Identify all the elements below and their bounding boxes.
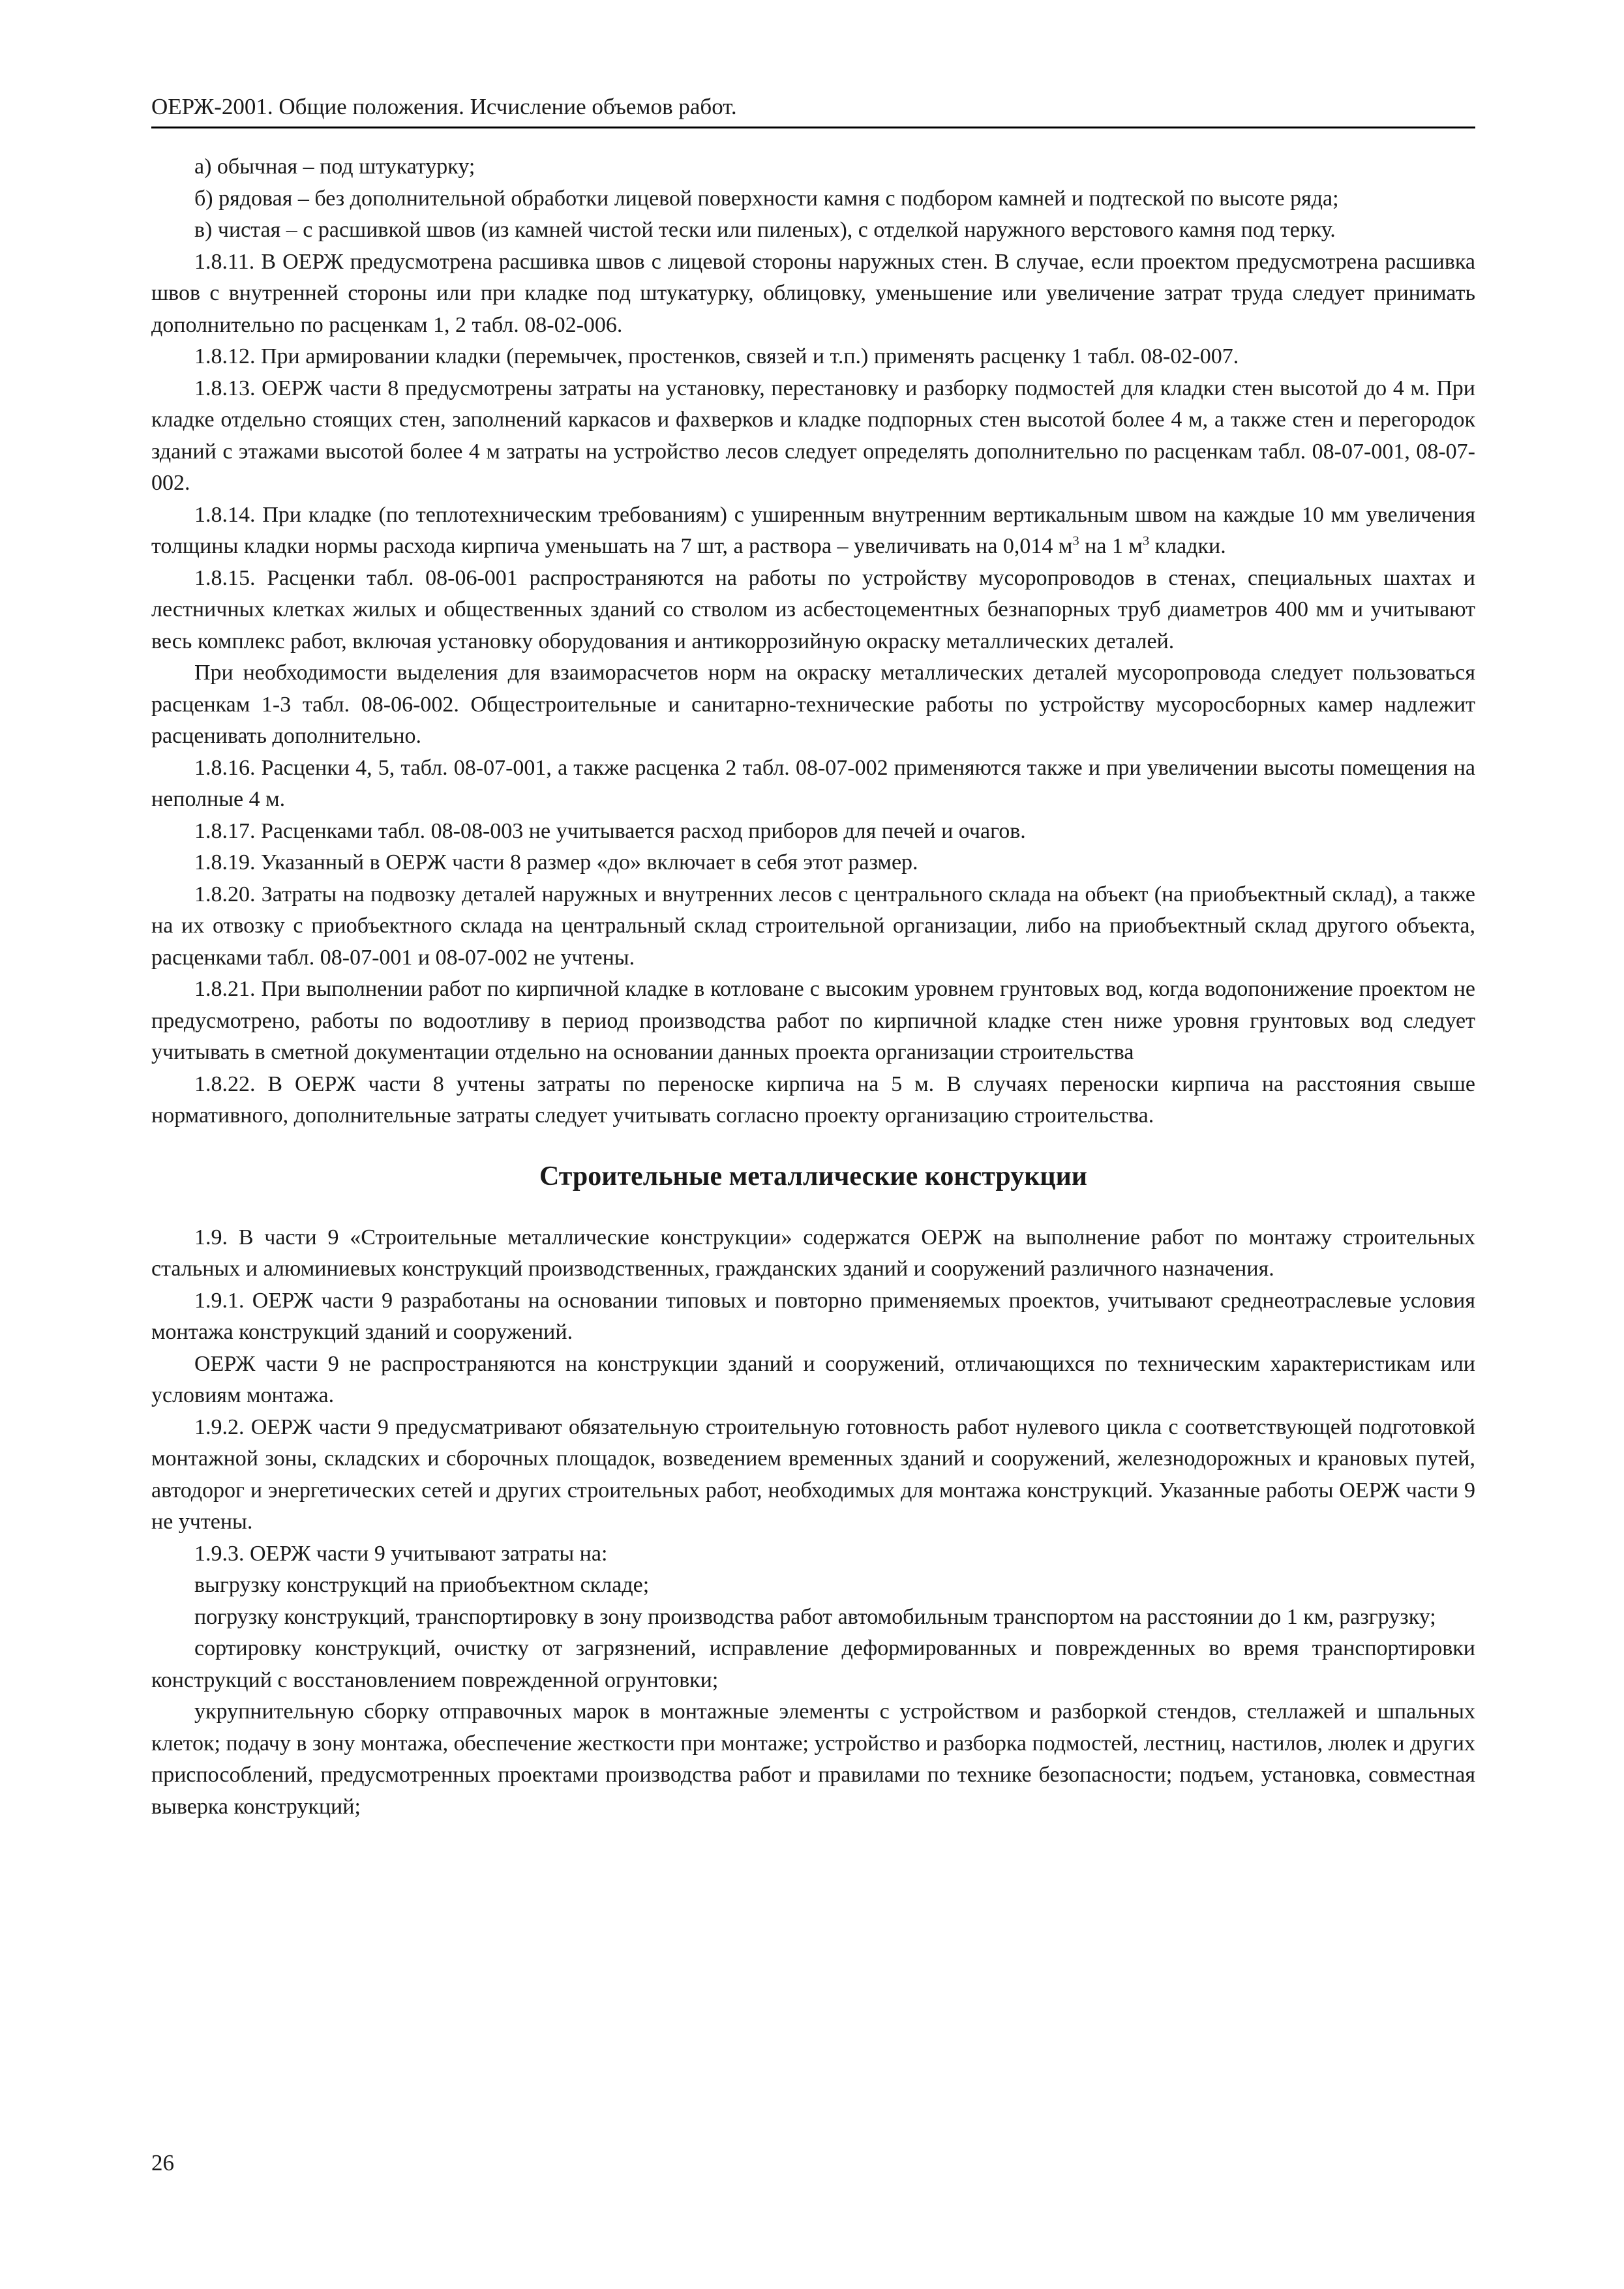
paragraph: 1.8.22. В ОЕРЖ части 8 учтены затраты по переноске кирпича на 5 м. В случаях переноски кирпича на расстояния свыше нормативного, дополнительные затраты следует учитывать согласно проекту организацию строительства. [151,1071,1475,1128]
paragraph: 1.9.2. ОЕРЖ части 9 предусматривают обязательную строительную готовность работ нулевого цикла с соответствующей подготовкой монтажной зоны, складских и сборочных площадок, возведением временных зданий и сооружений, железнодорожных и крановых путей, автодорог и энергетических сетей и других строительных работ, необходимых для монтажа конструкций. Указанные работы ОЕРЖ части 9 не учтены. [151,1414,1475,1534]
paragraph: б) рядовая – без дополнительной обработки лицевой поверхности камня с подбором камней и подтеской по высоте ряда; [194,186,1339,211]
list-paragraph: погрузку конструкций, транспортировку в зону производства работ автомобильным транспортом на расстоянии до 1 км, разгрузку; [194,1604,1436,1629]
paragraph: 1.8.19. Указанный в ОЕРЖ части 8 размер «до» включает в себя этот размер. [194,850,918,875]
paragraph: а) обычная – под штукатурку; [194,155,475,179]
paragraph: 1.9.1. ОЕРЖ части 9 разработаны на основании типовых и повторно применяемых проектов, учитывают среднеотраслевые условия монтажа конструкций зданий и сооружений. [151,1288,1475,1344]
section-title: Строительные металлические конструкции [539,1161,1087,1191]
paragraph-1-8-14 [151,500,1475,563]
paragraph: 1.8.15. Расценки табл. 08-06-001 распространяются на работы по устройству мусоропроводов в стенах, специальных шахтах и лестничных клетках жилых и общественных зданий со стволом из асбестоцементных безнапорных труб диаметров 400 мм и учитывают весь комплекс работ, включая установку оборудования и антикоррозийную окраску металлических деталей. [151,565,1475,653]
paragraph: 1.8.17. Расценками табл. 08-08-003 не учитывается расход приборов для печей и очагов. [194,818,1026,843]
paragraph: 1.8.13. ОЕРЖ части 8 предусмотрены затраты на установку, перестановку и разборку подмостей для кладки стен высотой до 4 м. При кладке отдельно стоящих стен, заполнений каркасов и фахверков и кладке подпорных стен высотой более 4 м, а также стен и перегородок зданий с этажами высотой более 4 м затраты на устройство лесов следует определять дополнительно по расценкам табл. 08-07-001, 08-07-002. [151,376,1475,495]
list-paragraph: укрупнительную сборку отправочных марок в монтажные элементы с устройством и разборкой стендов, стеллажей и шпальных клеток; подачу в зону монтажа, обеспечение жесткости при монтаже; устройство и разборка подмостей, лестниц, настилов, люлек и других приспособлений, предусмотренных проектами производства работ и правилами по технике безопасности; подъем, установка, совместная выверка конструкций; [151,1699,1475,1819]
list-paragraph: выгрузку конструкций на приобъектном складе; [194,1573,650,1597]
page-number: 26 [151,2150,174,2176]
superscript: 3 [1072,533,1079,548]
paragraph: 1.9.3. ОЕРЖ части 9 учитывают затраты на: [194,1541,608,1566]
paragraph: 1.9. В части 9 «Строительные металлические конструкции» содержатся ОЕРЖ на выполнение работ по монтажу строительных стальных и алюминиевых конструкций производственных, гражданских зданий и сооружений различного назначения. [151,1225,1475,1281]
paragraph: При необходимости выделения для взаиморасчетов норм на окраску металлических деталей мусоропровода следует пользоваться расценкам 1-3 табл. 08-06-002. Общестроительные и санитарно-технические работы по устройству мусоросборных камер надлежит расценивать дополнительно. [151,661,1475,748]
text-segment: кладки. [1149,534,1226,558]
superscript: 3 [1142,533,1150,548]
running-header: ОЕРЖ-2001. Общие положения. Исчисление объемов работ. [151,90,1475,128]
paragraph: 1.8.11. В ОЕРЖ предусмотрена расшивка швов с лицевой стороны наружных стен. В случае, если проектом предусмотрена расшивка швов с внутренней стороны или при кладке под штукатурку, облицовку, уменьшение или увеличение затрат труда следует принимать дополнительно по расценкам 1, 2 табл. 08-02-006. [151,249,1475,337]
list-paragraph: сортировку конструкций, очистку от загрязнений, исправление деформированных и поврежденных во время транспортировки конструкций с восстановлением поврежденной огрунтовки; [151,1636,1475,1692]
paragraph: 1.8.20. Затраты на подвозку деталей наружных и внутренних лесов с центрального склада на объект (на приобъектный склад), а также на их отвозку с приобъектного склада на центральный склад строительной организации, либо на приобъектный склад другого объекта, расценками табл. 08-07-001 и 08-07-002 не учтены. [151,882,1475,970]
paragraph: 1.8.16. Расценки 4, 5, табл. 08-07-001, а также расценка 2 табл. 08-07-002 применяются также и при увеличении высоты помещения на неполные 4 м. [151,755,1475,811]
page-body [151,151,1475,1823]
text-segment: на 1 м [1079,534,1143,558]
paragraph: ОЕРЖ части 9 не распространяются на конструкции зданий и сооружений, отличающихся по техническим характеристикам или условиям монтажа. [151,1351,1475,1407]
paragraph: в) чистая – с расшивкой швов (из камней чистой тески или пиленых), с отделкой наружного верстового камня под терку. [194,218,1336,242]
text-segment: 1.8.14. При кладке (по теплотехническим требованиям) с уширенным внутренним вертикальным швом на каждые 10 мм увеличения толщины кладки нормы расхода кирпича уменьшать на 7 шт, а раствора – увеличивать на 0,014 м [151,502,1475,558]
paragraph: 1.8.21. При выполнении работ по кирпичной кладке в котловане с высоким уровнем грунтовых вод, когда водопонижение проектом не предусмотрено, работы по водоотливу в период производства работ по кирпичной кладке стен ниже уровня грунтовых вод следует учитывать в сметной документации отдельно на основании данных проекта организации строительства [151,977,1475,1064]
paragraph: 1.8.12. При армировании кладки (перемычек, простенков, связей и т.п.) применять расценку 1 табл. 08-02-007. [194,344,1239,368]
